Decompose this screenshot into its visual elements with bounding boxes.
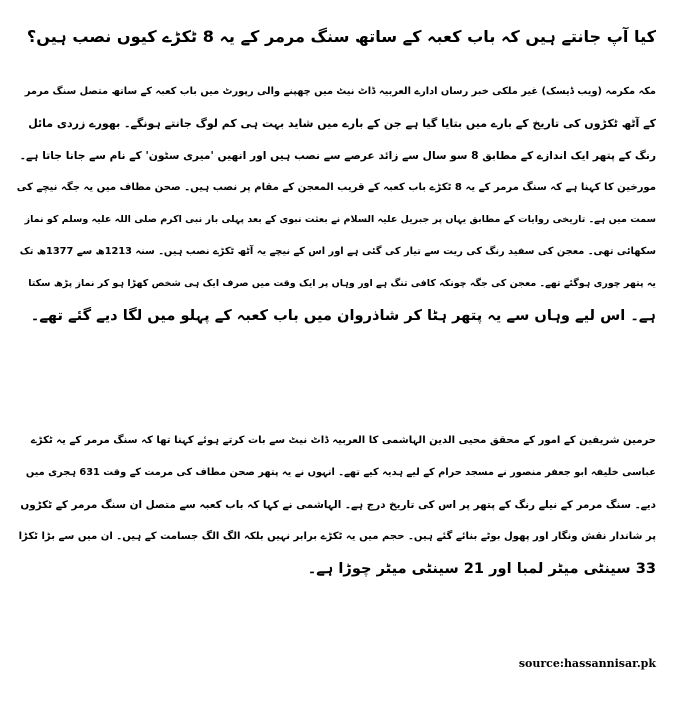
paragraph-line: پر شاندار نقش ونگار اور پھول بوٹے بنائے گئے ہیں۔ حجم میں یہ ٹکڑے برابر نہیں بلکہ الگ الگ جسامت کے ہیں۔ ان میں سے بڑا ٹکڑا (18, 531, 656, 542)
paragraph-line: سمت میں ہے۔ تاریخی روایات کے مطابق یہاں پر جبریل علیہ السلام نے بعثت نبوی کے بعد پہلی بار نبی اکرم صلی اللہ علیہ وسلم کو نماز (24, 214, 656, 225)
paragraph-line: 33 سینٹی میٹر لمبا اور 21 سینٹی میٹر چوڑا ہے۔ (307, 560, 656, 577)
source-credit: source:hassannisar.pk (518, 657, 656, 670)
article-paragraph-2 (16, 425, 656, 585)
paragraph-line: یہ پتھر چوری ہوگئے تھے۔ معجن کی جگہ چونکہ کافی تنگ ہے اور وہاں پر ایک وقت میں صرف ایک ہی شخص کھڑا ہو کر نماز پڑھ سکتا (28, 278, 656, 289)
paragraph-line: سکھائی تھی۔ معجن کی سفید رنگ کی ریت سے تیار کی گئی ہے اور اس کے نیچے یہ آٹھ ٹکڑے نصب ہیں۔ سنہ 1213ھ سے 1377ھ تک (19, 246, 656, 257)
paragraph-line: حرمین شریفین کے امور کے محقق محیی الدین الہاشمی کا العربیہ ڈاٹ نیٹ سے بات کرتے ہوئے کہنا تھا کہ سنگ مرمر کے یہ ٹکڑے (30, 435, 656, 446)
paragraph-line: مورخین کا کہنا ہے کہ سنگ مرمر کے یہ 8 ٹکڑے باب کعبہ کے قریب المعجن کے مقام پر نصب ہیں۔ صحن مطاف میں یہ جگہ نیچے کی (16, 182, 656, 193)
paragraph-line: دیے۔ سنگ مرمر کے نیلے رنگ کے پتھر پر اس کی تاریخ درج ہے۔ الہاشمی نے کہا کہ باب کعبہ سے متصل ان سنگ مرمر کے ٹکڑوں (20, 499, 656, 511)
article-paragraph-1 (16, 76, 656, 332)
paragraph-line: مکہ مکرمہ (ویب ڈیسک) غیر ملکی خبر رساں ادارے العربیہ ڈاٹ نیٹ میں چھپنے والی رپورٹ میں باب کعبہ کے ساتھ متصل سنگ مرمر (24, 86, 656, 97)
article-headline: کیا آپ جانتے ہیں کہ باب کعبہ کے ساتھ سنگ مرمر کے یہ 8 ٹکڑے کیوں نصب ہیں؟ (26, 27, 656, 46)
paragraph-line: کے آٹھ ٹکڑوں کی تاریخ کے بارے میں بتایا گیا ہے جن کے بارے میں شاید بہت ہی کم لوگ جانتے ہونگے۔ بھورے زردی مائل (28, 117, 656, 130)
paragraph-line: ہے۔ اس لیے وہاں سے یہ پتھر ہٹا کر شاذروان میں باب کعبہ کے پہلو میں لگا دیے گئے تھے۔ (30, 307, 656, 324)
paragraph-line: رنگ کے پتھر ایک اندازے کے مطابق 8 سو سال سے زائد عرصے سے نصب ہیں اور انھیں 'میری سٹون' کے نام سے جانا جاتا ہے۔ (19, 149, 656, 162)
paragraph-line: عباسی خلیفہ ابو جعفر منصور نے مسجد حرام کے لیے ہدیہ کیے تھے۔ انہوں نے یہ پتھر صحن مطاف کی مرمت کے وقت 631 ہجری میں (25, 467, 656, 478)
